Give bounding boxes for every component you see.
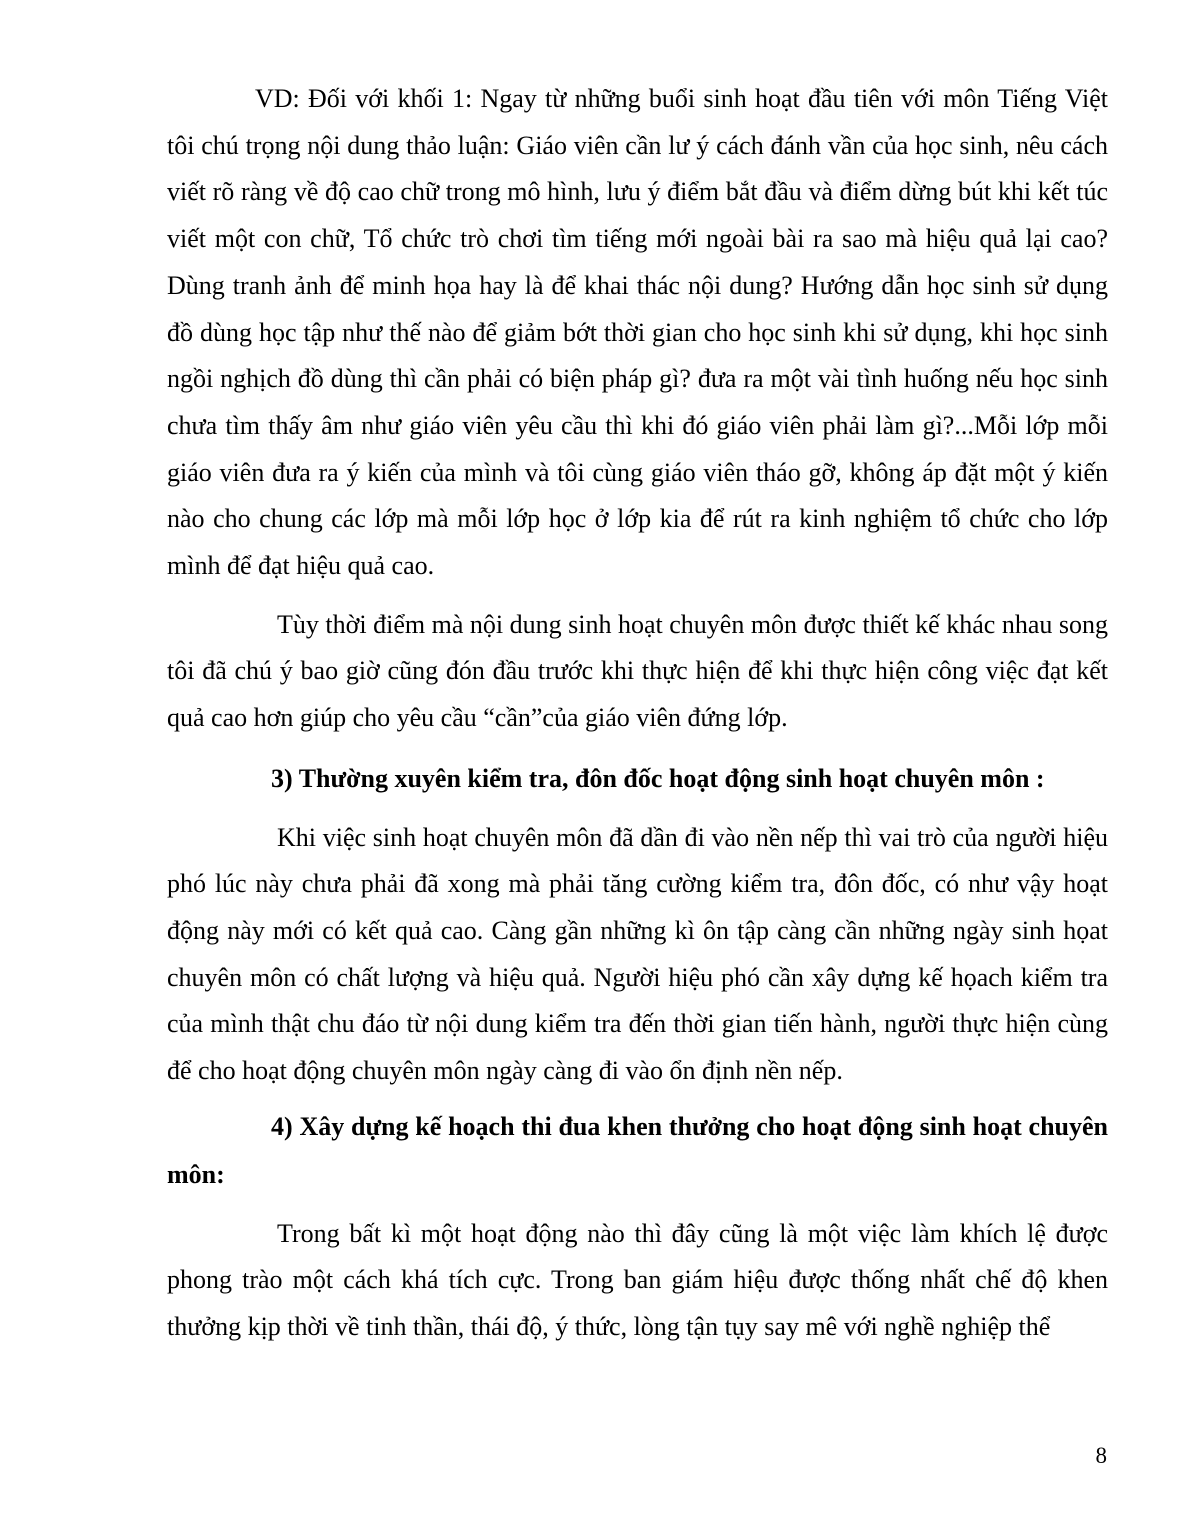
- section-heading-4: 4) Xây dựng kế hoạch thi đua khen thưởng cho hoạt động sinh hoạt chuyên môn:: [167, 1111, 1108, 1189]
- paragraph-rewards: Trong bất kì một hoạt động nào thì đây cũng là một việc làm khích lệ được phong trào một cách khá tích cực. Trong ban giám hiệu được thống nhất chế độ khen thưởng kịp thời về tinh thần, thái độ, ý thức, lòng tận tụy say mê với nghề nghiệp thể: [167, 1218, 1108, 1342]
- page-number: 8: [1095, 1443, 1107, 1468]
- paragraph-timing: Tùy thời điểm mà nội dung sinh hoạt chuyên môn được thiết kế khác nhau song tôi đã chú ý bao giờ cũng đón đầu trước khi thực hiện để khi thực hiện công việc đạt kết quả cao hơn giúp cho yêu cầu “cần”của giáo viên đứng lớp.: [167, 609, 1108, 733]
- page-content: [167, 76, 1108, 1351]
- section-heading-3: 3) Thường xuyên kiểm tra, đôn đốc hoạt động sinh hoạt chuyên môn :: [271, 763, 1045, 793]
- paragraph-example-grade-1: VD: Đối với khối 1: Ngay từ những buổi sinh hoạt đầu tiên với môn Tiếng Việt tôi chú trọng nội dung thảo luận: Giáo viên cần lư ý cách đánh vần của học sinh, nêu cách viết rõ ràng về độ cao chữ trong mô hình, lưu ý điểm bắt đầu và điểm dừng bút khi kết túc viết một con chữ, Tổ chức trò chơi tìm tiếng mới ngoài bài ra sao mà hiệu quả lại cao? Dùng tranh ảnh để minh họa hay là để khai thác nội dung? Hướng dẫn học sinh sử dụng đồ dùng học tập như thế nào để giảm bớt thời gian cho học sinh khi sử dụng, khi học sinh ngồi nghịch đồ dùng thì cần phải có biện pháp gì? đưa ra một vài tình huống nếu học sinh chưa tìm thấy âm như giáo viên yêu cầu thì khi đó giáo viên phải làm gì?...Mỗi lớp mỗi giáo viên đưa ra ý kiến của mình và tôi cùng giáo viên tháo gỡ, không áp đặt một ý kiến nào cho chung các lớp mà mỗi lớp học ở lớp kia để rút ra kinh nghiệm tổ chức cho lớp mình để đạt hiệu quả cao.: [167, 84, 1108, 581]
- paragraph-inspection: Khi việc sinh hoạt chuyên môn đã dần đi vào nền nếp thì vai trò của người hiệu phó lúc này chưa phải đã xong mà phải tăng cường kiểm tra, đôn đốc, có như vậy hoạt động này mới có kết quả cao. Càng gần những kì ôn tập càng cần những ngày sinh họat chuyên môn có chất lượng và hiệu quả. Người hiệu phó cần xây dựng kế họach kiểm tra của mình thật chu đáo từ nội dung kiểm tra đến thời gian tiến hành, người thực hiện cùng để cho hoạt động chuyên môn ngày càng đi vào ổn định nền nếp.: [167, 822, 1108, 1086]
